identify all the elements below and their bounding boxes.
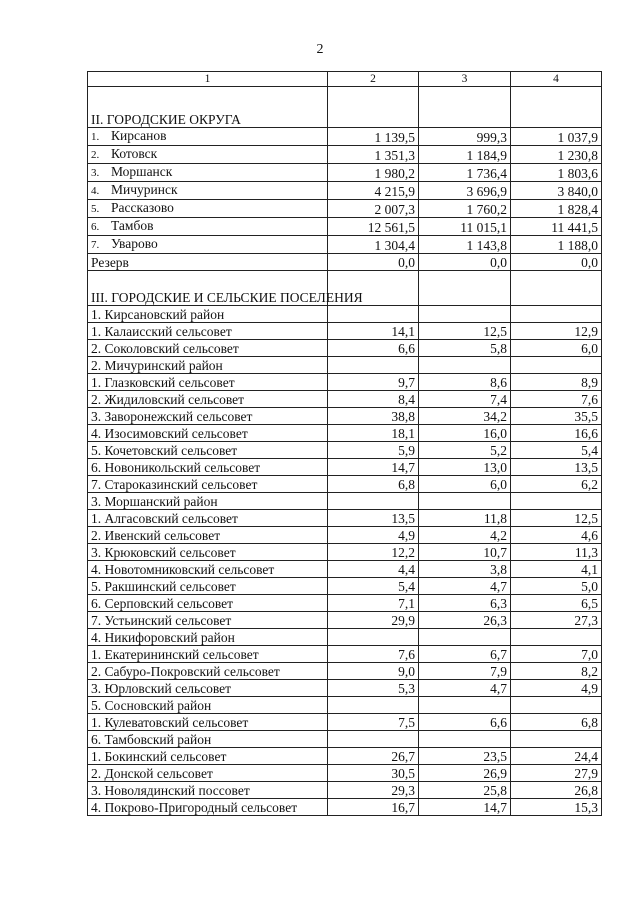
table-row bbox=[88, 340, 602, 357]
value-cell: 7,6 bbox=[511, 391, 602, 408]
settlement-name: 1. Калаисский сельсовет bbox=[88, 323, 328, 340]
table-row bbox=[88, 646, 602, 663]
empty-cell bbox=[328, 306, 419, 323]
empty-cell bbox=[511, 271, 602, 306]
settlement-name: 3. Новолядинский поссовет bbox=[88, 782, 328, 799]
row-index: 5. bbox=[91, 203, 100, 215]
value-cell: 999,3 bbox=[419, 128, 511, 146]
value-cell: 8,9 bbox=[511, 374, 602, 391]
page-number: 2 bbox=[316, 42, 324, 57]
row-index: 6. bbox=[91, 221, 100, 233]
value-cell: 5,9 bbox=[328, 442, 419, 459]
value-cell: 1 230,8 bbox=[511, 146, 602, 164]
value-cell: 2 007,3 bbox=[328, 200, 419, 218]
district-row bbox=[88, 306, 602, 323]
value-cell: 0,0 bbox=[511, 254, 602, 271]
settlement-name: 6. Серповский сельсовет bbox=[88, 595, 328, 612]
value-cell: 6,3 bbox=[419, 595, 511, 612]
table-row bbox=[88, 459, 602, 476]
value-cell: 11,8 bbox=[419, 510, 511, 527]
empty-cell bbox=[511, 87, 602, 128]
empty-cell bbox=[511, 629, 602, 646]
district-name: 2. Мичуринский район bbox=[88, 357, 328, 374]
section-title: III. ГОРОДСКИЕ И СЕЛЬСКИЕ ПОСЕЛЕНИЯ bbox=[88, 271, 328, 306]
row-index: 3. bbox=[91, 167, 100, 179]
settlement-name: 4. Покрово-Пригородный сельсовет bbox=[88, 799, 328, 816]
value-cell: 0,0 bbox=[328, 254, 419, 271]
value-cell: 7,4 bbox=[419, 391, 511, 408]
table-row bbox=[88, 476, 602, 493]
value-cell: 1 736,4 bbox=[419, 164, 511, 182]
value-cell: 6,5 bbox=[511, 595, 602, 612]
value-cell: 5,2 bbox=[419, 442, 511, 459]
value-cell: 12,2 bbox=[328, 544, 419, 561]
settlement-name: 2. Соколовский сельсовет bbox=[88, 340, 328, 357]
city-name: Кирсанов bbox=[111, 128, 167, 143]
city-name: Моршанск bbox=[111, 164, 173, 179]
settlement-name: 4. Новотомниковский сельсовет bbox=[88, 561, 328, 578]
value-cell: 11 441,5 bbox=[511, 218, 602, 236]
settlement-name: 7. Устьинский сельсовет bbox=[88, 612, 328, 629]
settlement-name: 2. Донской сельсовет bbox=[88, 765, 328, 782]
table-row bbox=[88, 544, 602, 561]
value-cell: 26,8 bbox=[511, 782, 602, 799]
value-cell: 6,6 bbox=[328, 340, 419, 357]
empty-cell bbox=[511, 306, 602, 323]
settlement-name: 1. Екатерининский сельсовет bbox=[88, 646, 328, 663]
table-row bbox=[88, 578, 602, 595]
value-cell: 9,0 bbox=[328, 663, 419, 680]
value-cell: 12 561,5 bbox=[328, 218, 419, 236]
value-cell: 6,8 bbox=[328, 476, 419, 493]
value-cell: 4,7 bbox=[419, 578, 511, 595]
value-cell: 5,0 bbox=[511, 578, 602, 595]
value-cell: 26,3 bbox=[419, 612, 511, 629]
table-row bbox=[88, 561, 602, 578]
reserve-row bbox=[88, 254, 602, 271]
value-cell: 4 215,9 bbox=[328, 182, 419, 200]
empty-cell bbox=[419, 493, 511, 510]
value-cell: 1 828,4 bbox=[511, 200, 602, 218]
settlement-name: 6. Новоникольский сельсовет bbox=[88, 459, 328, 476]
value-cell: 23,5 bbox=[419, 748, 511, 765]
district-name: 6. Тамбовский район bbox=[88, 731, 328, 748]
empty-cell bbox=[328, 697, 419, 714]
value-cell: 5,4 bbox=[511, 442, 602, 459]
table-row bbox=[88, 748, 602, 765]
settlement-name: 2. Сабуро-Покровский сельсовет bbox=[88, 663, 328, 680]
settlement-name: 3. Юрловский сельсовет bbox=[88, 680, 328, 697]
settlement-name: 2. Ивенский сельсовет bbox=[88, 527, 328, 544]
empty-cell bbox=[511, 493, 602, 510]
value-cell: 7,6 bbox=[328, 646, 419, 663]
district-row bbox=[88, 629, 602, 646]
empty-cell bbox=[511, 697, 602, 714]
value-cell: 8,6 bbox=[419, 374, 511, 391]
table-row bbox=[88, 527, 602, 544]
reserve-label: Резерв bbox=[88, 254, 328, 271]
table-row bbox=[88, 663, 602, 680]
value-cell: 7,5 bbox=[328, 714, 419, 731]
table-row bbox=[88, 323, 602, 340]
value-cell: 14,7 bbox=[328, 459, 419, 476]
table-row bbox=[88, 391, 602, 408]
value-cell: 15,3 bbox=[511, 799, 602, 816]
settlement-name: 1. Алгасовский сельсовет bbox=[88, 510, 328, 527]
value-cell: 1 760,2 bbox=[419, 200, 511, 218]
table-row bbox=[88, 408, 602, 425]
district-row bbox=[88, 357, 602, 374]
empty-cell bbox=[419, 87, 511, 128]
value-cell: 29,9 bbox=[328, 612, 419, 629]
value-cell: 25,8 bbox=[419, 782, 511, 799]
value-cell: 26,7 bbox=[328, 748, 419, 765]
value-cell: 16,6 bbox=[511, 425, 602, 442]
value-cell: 29,3 bbox=[328, 782, 419, 799]
value-cell: 1 188,0 bbox=[511, 236, 602, 254]
city-name-cell bbox=[88, 236, 328, 254]
value-cell: 16,7 bbox=[328, 799, 419, 816]
value-cell: 6,0 bbox=[419, 476, 511, 493]
value-cell: 11,3 bbox=[511, 544, 602, 561]
settlement-name: 1. Глазковский сельсовет bbox=[88, 374, 328, 391]
empty-cell bbox=[328, 357, 419, 374]
table-row bbox=[88, 146, 602, 164]
city-name-cell bbox=[88, 146, 328, 164]
section-header-row bbox=[88, 87, 602, 128]
value-cell: 4,9 bbox=[328, 527, 419, 544]
value-cell: 7,0 bbox=[511, 646, 602, 663]
table-row bbox=[88, 236, 602, 254]
value-cell: 6,2 bbox=[511, 476, 602, 493]
empty-cell bbox=[419, 271, 511, 306]
column-header: 4 bbox=[511, 72, 602, 87]
city-name-cell bbox=[88, 200, 328, 218]
value-cell: 1 351,3 bbox=[328, 146, 419, 164]
value-cell: 12,5 bbox=[511, 510, 602, 527]
value-cell: 3 840,0 bbox=[511, 182, 602, 200]
value-cell: 8,2 bbox=[511, 663, 602, 680]
empty-cell bbox=[419, 357, 511, 374]
table-row bbox=[88, 128, 602, 146]
value-cell: 27,3 bbox=[511, 612, 602, 629]
empty-cell bbox=[419, 306, 511, 323]
empty-cell bbox=[328, 493, 419, 510]
district-row bbox=[88, 493, 602, 510]
value-cell: 1 143,8 bbox=[419, 236, 511, 254]
empty-cell bbox=[511, 731, 602, 748]
settlement-name: 3. Крюковский сельсовет bbox=[88, 544, 328, 561]
empty-cell bbox=[419, 697, 511, 714]
table-row bbox=[88, 200, 602, 218]
value-cell: 4,1 bbox=[511, 561, 602, 578]
table-body bbox=[88, 72, 602, 816]
settlement-name: 1. Кулеватовский сельсовет bbox=[88, 714, 328, 731]
value-cell: 4,4 bbox=[328, 561, 419, 578]
settlement-name: 1. Бокинский сельсовет bbox=[88, 748, 328, 765]
city-name: Уварово bbox=[111, 236, 158, 251]
value-cell: 38,8 bbox=[328, 408, 419, 425]
column-header: 2 bbox=[328, 72, 419, 87]
value-cell: 11 015,1 bbox=[419, 218, 511, 236]
table-row bbox=[88, 782, 602, 799]
value-cell: 4,2 bbox=[419, 527, 511, 544]
value-cell: 0,0 bbox=[419, 254, 511, 271]
settlement-name: 5. Кочетовский сельсовет bbox=[88, 442, 328, 459]
value-cell: 9,7 bbox=[328, 374, 419, 391]
value-cell: 3,8 bbox=[419, 561, 511, 578]
value-cell: 5,8 bbox=[419, 340, 511, 357]
settlement-name: 3. Заворонежский сельсовет bbox=[88, 408, 328, 425]
value-cell: 18,1 bbox=[328, 425, 419, 442]
value-cell: 35,5 bbox=[511, 408, 602, 425]
value-cell: 27,9 bbox=[511, 765, 602, 782]
table-row bbox=[88, 425, 602, 442]
value-cell: 13,5 bbox=[511, 459, 602, 476]
value-cell: 12,9 bbox=[511, 323, 602, 340]
table-row bbox=[88, 442, 602, 459]
row-index: 7. bbox=[91, 239, 100, 251]
empty-cell bbox=[328, 87, 419, 128]
value-cell: 4,7 bbox=[419, 680, 511, 697]
row-index: 4. bbox=[91, 185, 100, 197]
table-row bbox=[88, 218, 602, 236]
district-name: 5. Сосновский район bbox=[88, 697, 328, 714]
city-name: Котовск bbox=[111, 146, 158, 161]
value-cell: 8,4 bbox=[328, 391, 419, 408]
table-row bbox=[88, 680, 602, 697]
table-row bbox=[88, 765, 602, 782]
value-cell: 7,9 bbox=[419, 663, 511, 680]
value-cell: 6,7 bbox=[419, 646, 511, 663]
column-number-row bbox=[88, 72, 602, 87]
value-cell: 1 184,9 bbox=[419, 146, 511, 164]
row-index: 2. bbox=[91, 149, 100, 161]
settlement-name: 7. Староказинский сельсовет bbox=[88, 476, 328, 493]
empty-cell bbox=[419, 731, 511, 748]
value-cell: 24,4 bbox=[511, 748, 602, 765]
column-header: 1 bbox=[88, 72, 328, 87]
table-row bbox=[88, 164, 602, 182]
value-cell: 13,5 bbox=[328, 510, 419, 527]
table-row bbox=[88, 714, 602, 731]
value-cell: 26,9 bbox=[419, 765, 511, 782]
value-cell: 13,0 bbox=[419, 459, 511, 476]
settlement-name: 4. Изосимовский сельсовет bbox=[88, 425, 328, 442]
value-cell: 1 139,5 bbox=[328, 128, 419, 146]
district-row bbox=[88, 697, 602, 714]
table-row bbox=[88, 612, 602, 629]
row-index: 1. bbox=[91, 131, 100, 143]
district-name: 4. Никифоровский район bbox=[88, 629, 328, 646]
value-cell: 10,7 bbox=[419, 544, 511, 561]
value-cell: 7,1 bbox=[328, 595, 419, 612]
section-header-row bbox=[88, 271, 602, 306]
value-cell: 5,4 bbox=[328, 578, 419, 595]
column-header: 3 bbox=[419, 72, 511, 87]
table-row bbox=[88, 374, 602, 391]
value-cell: 6,0 bbox=[511, 340, 602, 357]
value-cell: 1 304,4 bbox=[328, 236, 419, 254]
empty-cell bbox=[328, 731, 419, 748]
value-cell: 6,8 bbox=[511, 714, 602, 731]
value-cell: 1 037,9 bbox=[511, 128, 602, 146]
city-name-cell bbox=[88, 218, 328, 236]
empty-cell bbox=[419, 629, 511, 646]
city-name: Тамбов bbox=[111, 218, 154, 233]
district-row bbox=[88, 731, 602, 748]
city-name: Мичуринск bbox=[111, 182, 178, 197]
table-row bbox=[88, 510, 602, 527]
empty-cell bbox=[511, 357, 602, 374]
table-row bbox=[88, 799, 602, 816]
value-cell: 4,9 bbox=[511, 680, 602, 697]
value-cell: 16,0 bbox=[419, 425, 511, 442]
value-cell: 14,1 bbox=[328, 323, 419, 340]
value-cell: 3 696,9 bbox=[419, 182, 511, 200]
value-cell: 6,6 bbox=[419, 714, 511, 731]
empty-cell bbox=[328, 629, 419, 646]
value-cell: 14,7 bbox=[419, 799, 511, 816]
value-cell: 4,6 bbox=[511, 527, 602, 544]
city-name: Рассказово bbox=[111, 200, 174, 215]
settlement-name: 5. Ракшинский сельсовет bbox=[88, 578, 328, 595]
value-cell: 34,2 bbox=[419, 408, 511, 425]
allocation-table bbox=[87, 71, 602, 816]
value-cell: 5,3 bbox=[328, 680, 419, 697]
section-title: II. ГОРОДСКИЕ ОКРУГА bbox=[88, 87, 328, 128]
city-name-cell bbox=[88, 182, 328, 200]
district-name: 1. Кирсановский район bbox=[88, 306, 328, 323]
value-cell: 30,5 bbox=[328, 765, 419, 782]
district-name: 3. Моршанский район bbox=[88, 493, 328, 510]
table-row bbox=[88, 595, 602, 612]
city-name-cell bbox=[88, 164, 328, 182]
value-cell: 1 980,2 bbox=[328, 164, 419, 182]
value-cell: 1 803,6 bbox=[511, 164, 602, 182]
value-cell: 12,5 bbox=[419, 323, 511, 340]
table-row bbox=[88, 182, 602, 200]
settlement-name: 2. Жидиловский сельсовет bbox=[88, 391, 328, 408]
city-name-cell bbox=[88, 128, 328, 146]
